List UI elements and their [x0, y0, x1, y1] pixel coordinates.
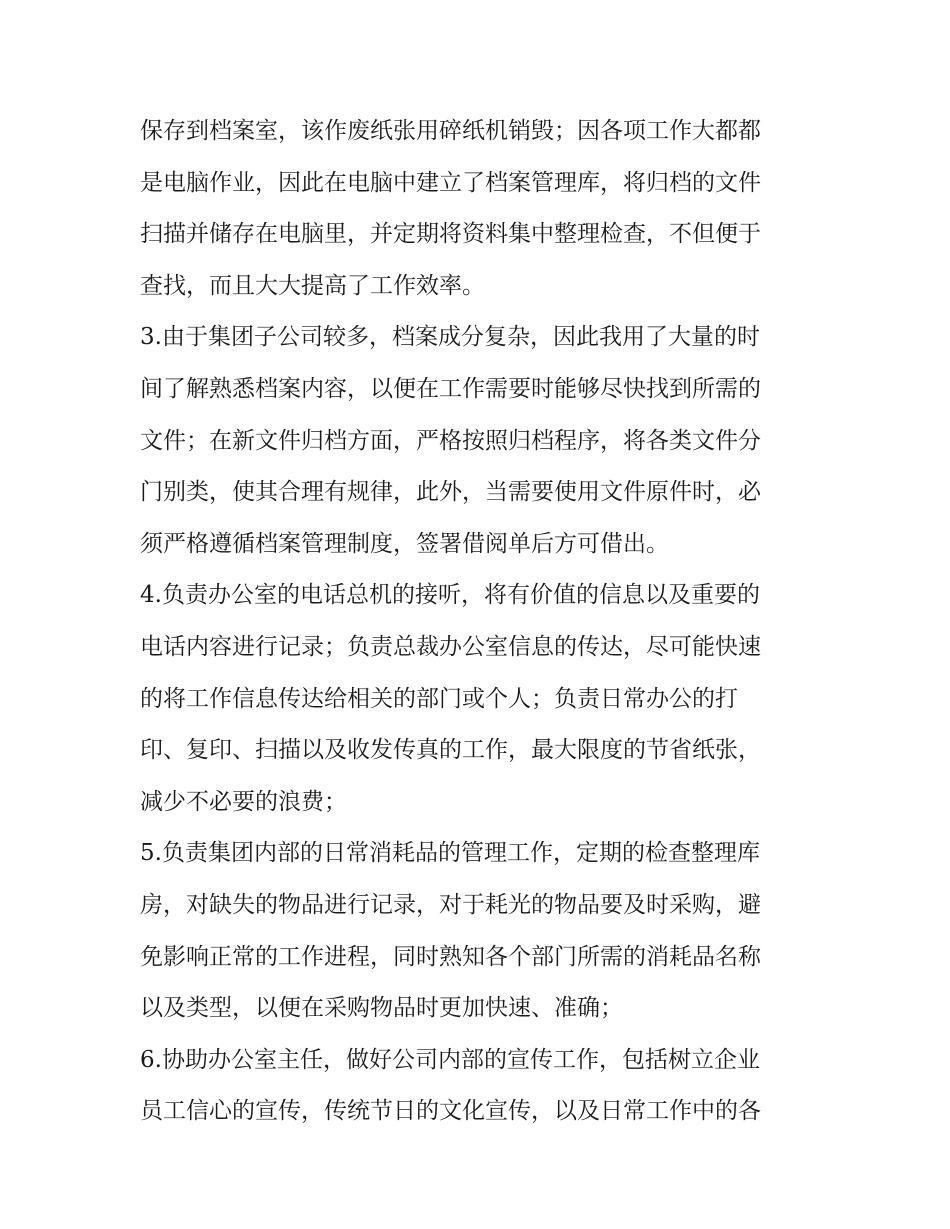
text-line: 保存到档案室，该作废纸张用碎纸机销毁；因各项工作大都都: [140, 118, 761, 144]
text-line: 是电脑作业，因此在电脑中建立了档案管理库，将归档的文件: [140, 169, 761, 196]
text-line: 须严格遵循档案管理制度，签署借阅单后方可借出。: [140, 530, 669, 557]
text-line: 电话内容进行记录；负责总裁办公室信息的传达，尽可能快速: [140, 633, 761, 660]
text-line: 6.协助办公室主任，做好公司内部的宣传工作，包括树立企业: [140, 1046, 760, 1073]
text-line: 员工信心的宣传，传统节日的文化宣传，以及日常工作中的各: [140, 1098, 761, 1125]
body-text: [140, 106, 820, 1138]
text-line: 5.负责集团内部的日常消耗品的管理工作，定期的检查整理库: [140, 840, 760, 867]
text-line: 4.负责办公室的电话总机的接听，将有价值的信息以及重要的: [140, 582, 760, 609]
text-line: 3.由于集团子公司较多，档案成分复杂，因此我用了大量的时: [140, 324, 760, 351]
text-line: 扫描并储存在电脑里，并定期将资料集中整理检查，不但便于: [140, 221, 761, 248]
text-line: 减少不必要的浪费；: [140, 788, 347, 815]
text-line: 免影响正常的工作进程，同时熟知各个部门所需的消耗品名称: [140, 943, 761, 970]
text-line: 间了解熟悉档案内容，以便在工作需要时能够尽快找到所需的: [140, 375, 761, 402]
text-line: 印、复印、扫描以及收发传真的工作，最大限度的节省纸张，: [140, 737, 761, 764]
text-line: 的将工作信息传达给相关的部门或个人；负责日常办公的打: [140, 685, 738, 712]
text-line: 门别类，使其合理有规律，此外，当需要使用文件原件时，必: [140, 479, 761, 506]
text-line: 房，对缺失的物品进行记录，对于耗光的物品要及时采购，避: [140, 891, 761, 918]
text-line: 文件；在新文件归档方面，严格按照归档程序，将各类文件分: [140, 427, 761, 454]
text-line: 查找，而且大大提高了工作效率。: [140, 272, 485, 299]
text-line: 以及类型，以便在采购物品时更加快速、准确；: [140, 995, 623, 1022]
